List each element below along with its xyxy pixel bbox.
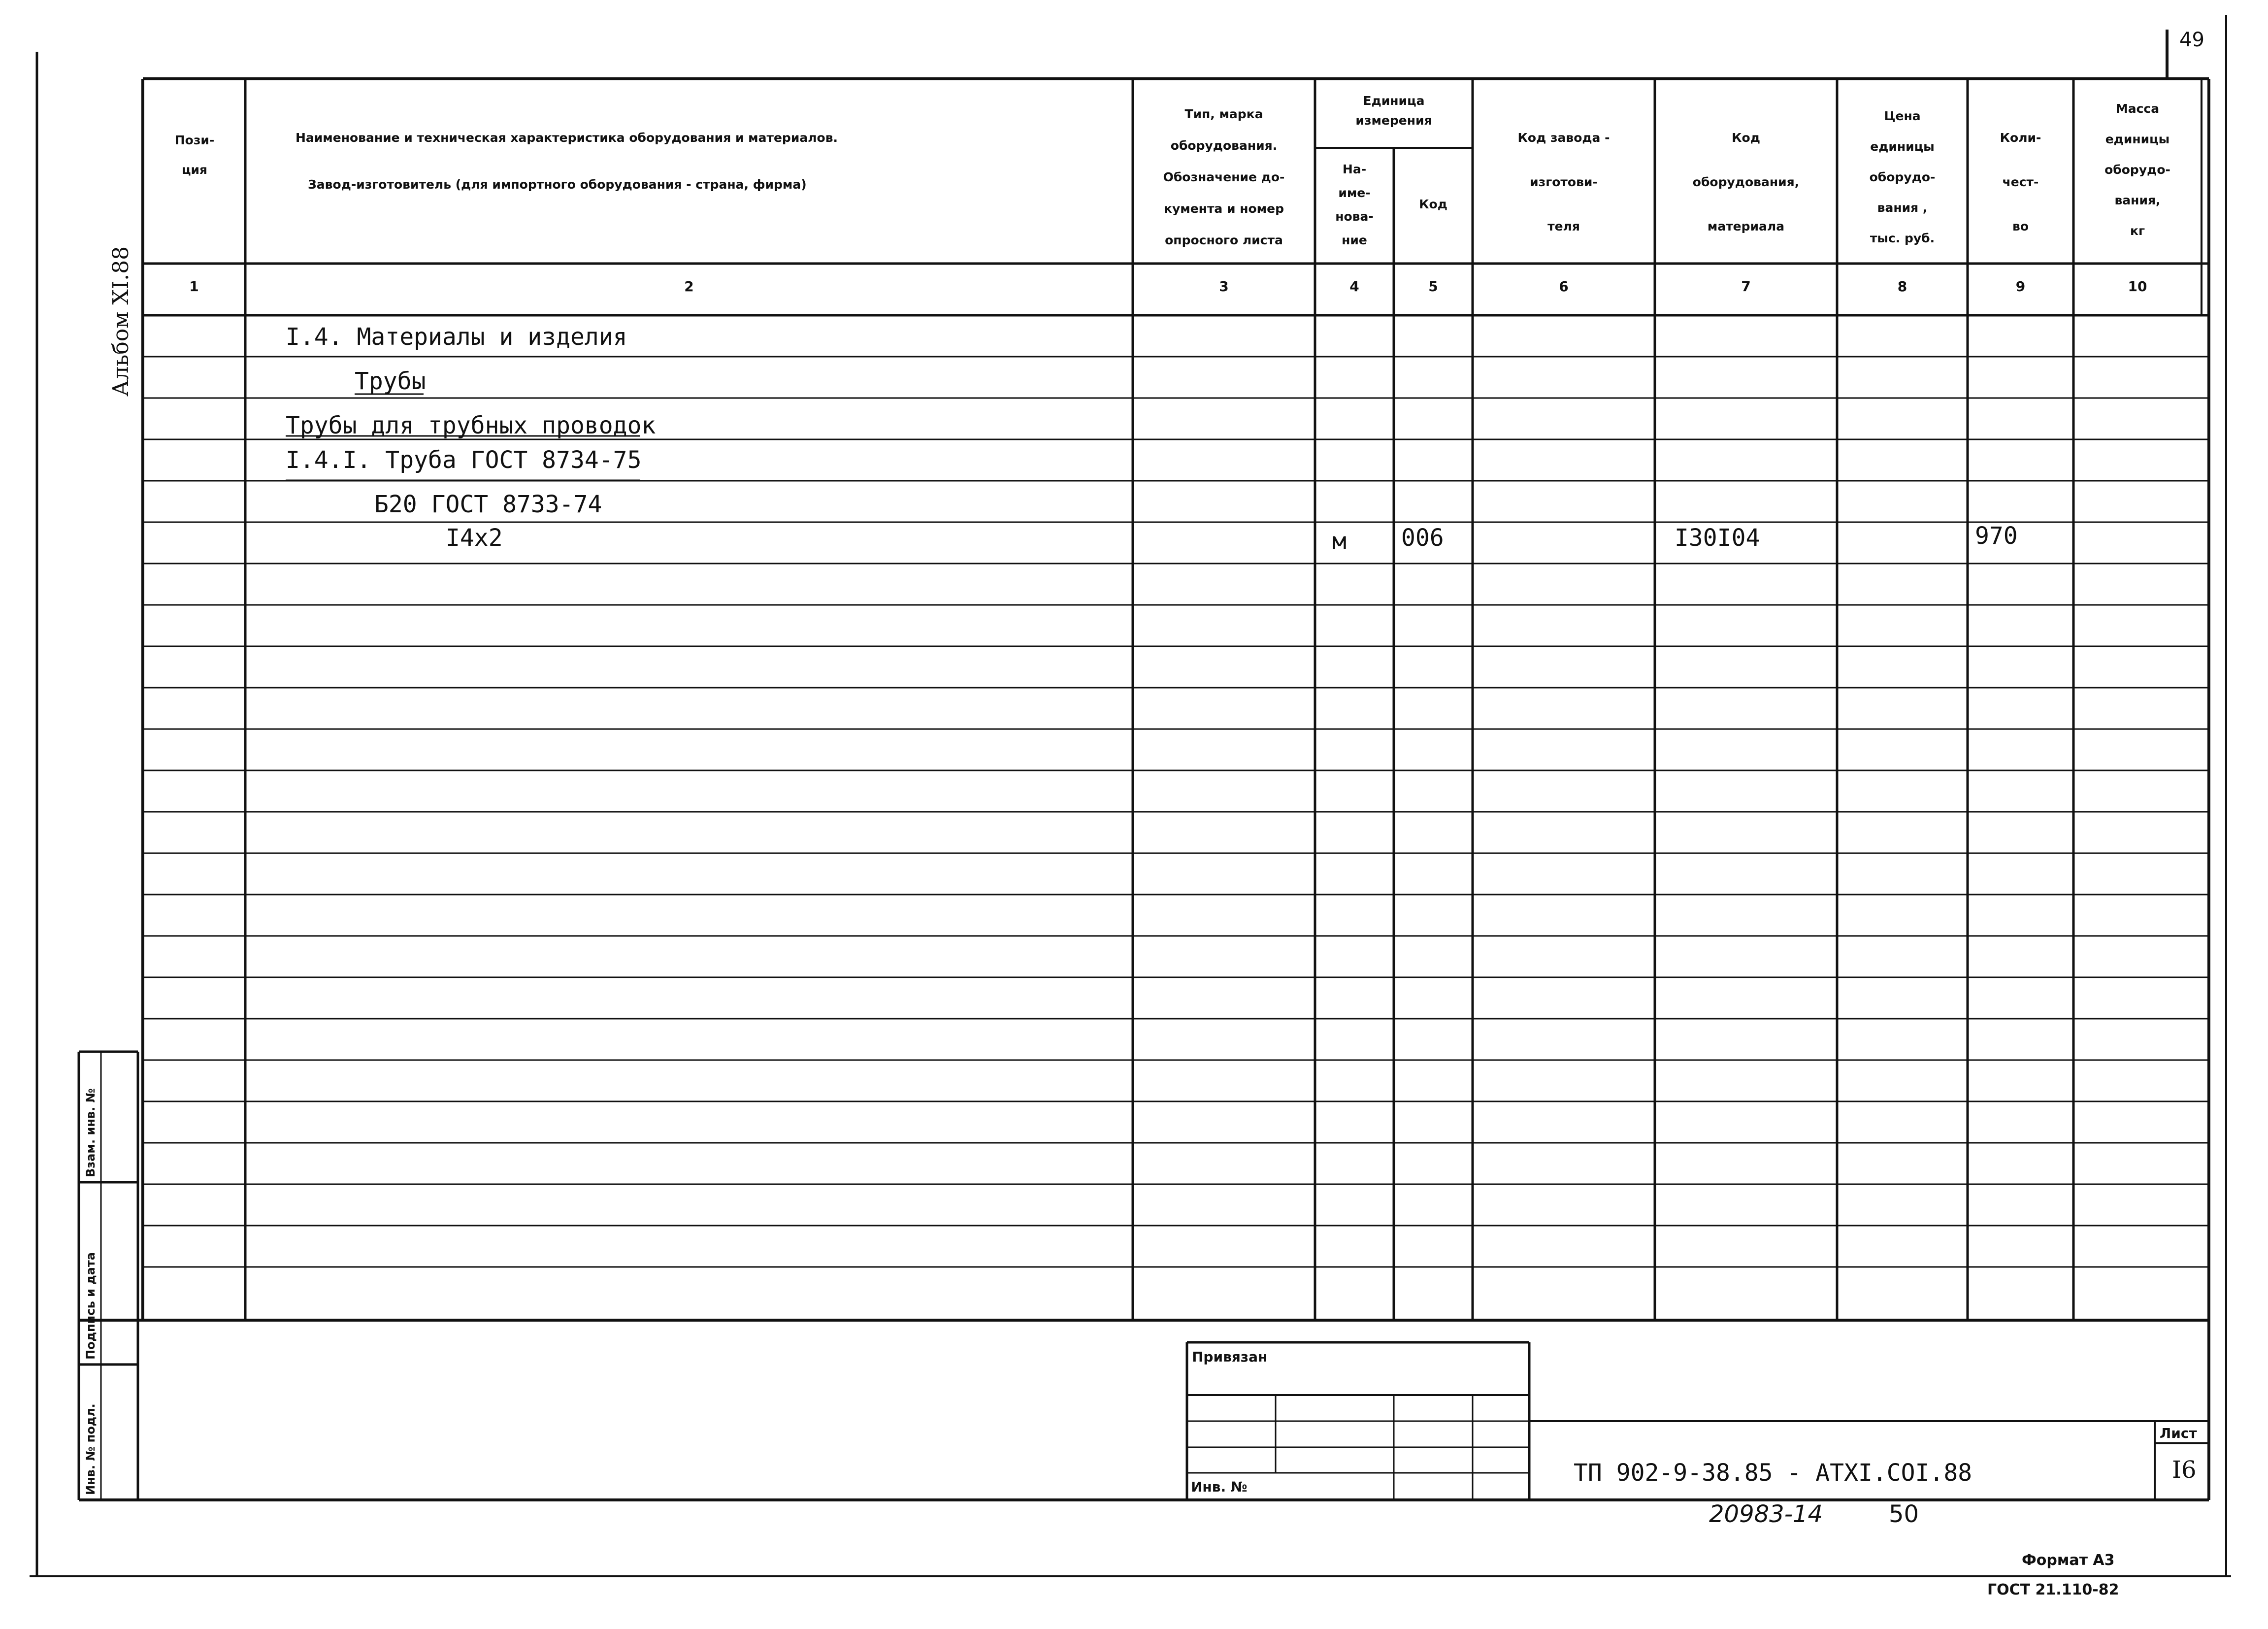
header-col2-line2: Завод-изготовитель (для импортного оборудования - страна, фирма) (308, 177, 807, 192)
row-subsection-pipes: Трубы (355, 367, 426, 395)
archive-number: 20983-14 (1709, 1500, 1823, 1528)
archive-page: 50 (1889, 1500, 1919, 1528)
header-col1: Пози- ция (174, 133, 215, 177)
stamp-replacement-inv: Взам. инв. № (84, 1088, 98, 1177)
column-number-8: 8 (1897, 278, 1907, 295)
label-privyazan: Привязан (1192, 1349, 1268, 1365)
row-quantity: 970 (1975, 522, 2018, 550)
row-pipes-for-lines: Трубы для трубных проводок (286, 412, 656, 439)
row-material-code: I30I04 (1675, 524, 1760, 552)
row-item-size: I4x2 (446, 524, 503, 552)
column-number-10: 10 (2128, 278, 2147, 295)
stamp-signature-date: Подпись и дата (84, 1252, 98, 1360)
header-col7: Код оборудования, материала (1692, 131, 1800, 233)
header-col5: Код (1419, 197, 1447, 211)
row-item-standard: Б20 ГОСТ 8733-74 (374, 491, 602, 518)
row-item-pipe: I.4.I. Труба ГОСТ 8734-75 (286, 446, 642, 474)
album-label: Альбом XI.88 (108, 246, 133, 397)
header-unit-group: Единица измерения (1355, 94, 1432, 128)
column-number-2: 2 (684, 278, 694, 295)
header-col10: Масса единицы оборудо- вания, кг (2104, 101, 2170, 238)
row-unit-code: 006 (1401, 524, 1444, 552)
header-col9: Коли- чест- во (2000, 131, 2041, 233)
header-col4: На- име- нова- ние (1335, 162, 1374, 247)
column-number-3: 3 (1219, 278, 1229, 295)
format-standard: ГОСТ 21.110-82 (1987, 1581, 2119, 1598)
row-unit: м (1332, 528, 1347, 555)
column-number-1: 1 (189, 278, 199, 295)
stamp-inv-original: Инв. № подл. (84, 1403, 98, 1495)
document-code: ТП 902-9-38.85 - АТХI.COI.88 (1574, 1459, 1972, 1487)
label-inv-no: Инв. № (1191, 1479, 1248, 1495)
header-col6: Код завода - изготови- теля (1517, 131, 1610, 233)
sheet-number: I6 (2172, 1456, 2197, 1484)
row-section-title: I.4. Материалы и изделия (286, 323, 627, 351)
label-sheet: Лист (2160, 1425, 2197, 1441)
header-col3: Тип, марка оборудования. Обозначение до- кумента и номер опросного листа (1163, 107, 1285, 247)
column-number-7: 7 (1741, 278, 1751, 295)
column-number-9: 9 (2015, 278, 2026, 295)
column-number-5: 5 (1428, 278, 1438, 295)
page-number: 49 (2179, 29, 2204, 51)
header-col2-line1: Наименование и техническая характеристика оборудования и материалов. (296, 131, 838, 145)
column-number-6: 6 (1559, 278, 1569, 295)
format-label: Формат А3 (2022, 1552, 2115, 1569)
column-number-4: 4 (1349, 278, 1359, 295)
header-col8: Цена единицы оборудо- вания , тыс. руб. (1869, 109, 1936, 245)
